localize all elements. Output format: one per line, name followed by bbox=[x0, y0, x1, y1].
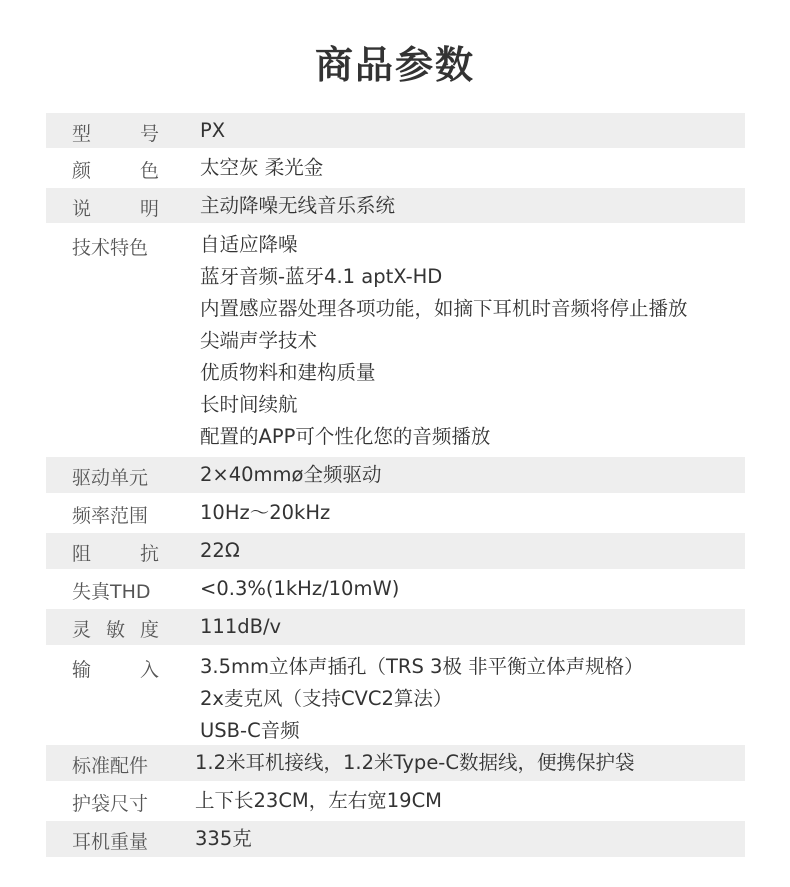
spec-row bbox=[46, 148, 745, 188]
spec-value bbox=[195, 823, 252, 855]
spec-value bbox=[200, 573, 399, 605]
spec-label-text: 明 bbox=[139, 198, 159, 220]
spec-label-text: 标准配件 bbox=[72, 755, 149, 777]
spec-value-line: 2×40mmø全频驱动 bbox=[200, 463, 382, 486]
spec-value-line: 10Hz～20kHz bbox=[200, 501, 331, 524]
spec-label bbox=[72, 789, 159, 816]
spec-label-text: 输 bbox=[72, 659, 92, 681]
spec-label-text: 颜 bbox=[72, 160, 92, 182]
spec-label bbox=[72, 194, 159, 221]
spec-value-line: USB-C音频 bbox=[200, 719, 300, 742]
spec-label-text: 型 bbox=[72, 123, 92, 145]
spec-label-text: 入 bbox=[139, 659, 159, 681]
spec-label-text: 护袋尺寸 bbox=[72, 793, 149, 815]
spec-label-text: 耳机重量 bbox=[72, 831, 149, 853]
spec-value-line: 3.5mm立体声插孔（TRS 3极 非平衡立体声规格） bbox=[200, 655, 644, 678]
spec-value-line: 111dB/v bbox=[200, 615, 282, 638]
spec-table bbox=[46, 113, 745, 857]
spec-label-text: 失真THD bbox=[72, 581, 151, 603]
spec-row bbox=[46, 745, 745, 781]
spec-value-line: 长时间续航 bbox=[200, 393, 298, 416]
spec-label bbox=[72, 751, 159, 778]
spec-value-line: PX bbox=[200, 119, 226, 142]
spec-label bbox=[72, 156, 159, 183]
spec-value-line: 配置的APP可个性化您的音频播放 bbox=[200, 425, 491, 448]
spec-value-line: 22Ω bbox=[200, 539, 240, 562]
spec-value bbox=[200, 497, 330, 529]
spec-value bbox=[200, 651, 644, 747]
spec-row bbox=[46, 113, 745, 148]
spec-label bbox=[72, 655, 159, 682]
spec-value-line: 1.2米耳机接线，1.2米Type-C数据线，便携保护袋 bbox=[195, 751, 635, 774]
page-title: 商品参数 bbox=[314, 43, 475, 87]
spec-row bbox=[46, 493, 745, 533]
spec-label bbox=[72, 577, 159, 604]
spec-value-line: 太空灰 柔光金 bbox=[200, 156, 324, 179]
spec-value-line: 优质物料和建构质量 bbox=[200, 361, 376, 384]
spec-label-text: 驱动单元 bbox=[72, 467, 149, 489]
spec-value-line: 自适应降噪 bbox=[200, 233, 298, 256]
spec-row bbox=[46, 609, 745, 645]
spec-label bbox=[72, 827, 159, 854]
spec-label bbox=[72, 501, 159, 528]
spec-label-text: 灵 bbox=[72, 619, 92, 641]
spec-value bbox=[200, 229, 688, 453]
spec-label-text: 频率范围 bbox=[72, 505, 149, 527]
spec-row bbox=[46, 781, 745, 821]
spec-value bbox=[200, 115, 225, 147]
spec-label-text: 阻 bbox=[72, 543, 92, 565]
spec-row bbox=[46, 645, 745, 745]
spec-value bbox=[195, 747, 634, 779]
spec-value bbox=[195, 785, 442, 817]
spec-value-line: 2x麦克风（支持CVC2算法） bbox=[200, 687, 453, 710]
spec-label-text: 号 bbox=[139, 123, 159, 145]
spec-value-line: 335克 bbox=[195, 827, 252, 850]
spec-label bbox=[72, 615, 159, 642]
spec-label bbox=[72, 539, 159, 566]
spec-label bbox=[72, 119, 159, 146]
spec-value-line: 尖端声学技术 bbox=[200, 329, 318, 352]
spec-label-text: 敏 bbox=[105, 619, 125, 641]
spec-row bbox=[46, 569, 745, 609]
spec-row bbox=[46, 457, 745, 493]
spec-row bbox=[46, 821, 745, 857]
spec-row bbox=[46, 533, 745, 569]
spec-row bbox=[46, 188, 745, 223]
spec-value-line: 蓝牙音频-蓝牙4.1 aptX-HD bbox=[200, 265, 443, 288]
spec-label-text: 技术特色 bbox=[72, 237, 149, 259]
spec-value-line: 主动降噪无线音乐系统 bbox=[200, 194, 396, 217]
spec-label-text: 抗 bbox=[139, 543, 159, 565]
spec-value-line: <0.3%(1kHz/10mW) bbox=[200, 577, 400, 600]
spec-value bbox=[200, 535, 240, 567]
spec-label-text: 色 bbox=[139, 160, 159, 182]
spec-value-line: 内置感应器处理各项功能，如摘下耳机时音频将停止播放 bbox=[200, 297, 688, 320]
spec-value bbox=[200, 459, 381, 491]
spec-value bbox=[200, 611, 281, 643]
spec-value-line: 上下长23CM，左右宽19CM bbox=[195, 789, 443, 812]
spec-label bbox=[72, 233, 159, 260]
spec-label bbox=[72, 463, 159, 490]
spec-value bbox=[200, 190, 395, 222]
spec-row bbox=[46, 223, 745, 457]
spec-label-text: 度 bbox=[139, 619, 159, 641]
spec-label-text: 说 bbox=[72, 198, 92, 220]
spec-value bbox=[200, 152, 323, 184]
